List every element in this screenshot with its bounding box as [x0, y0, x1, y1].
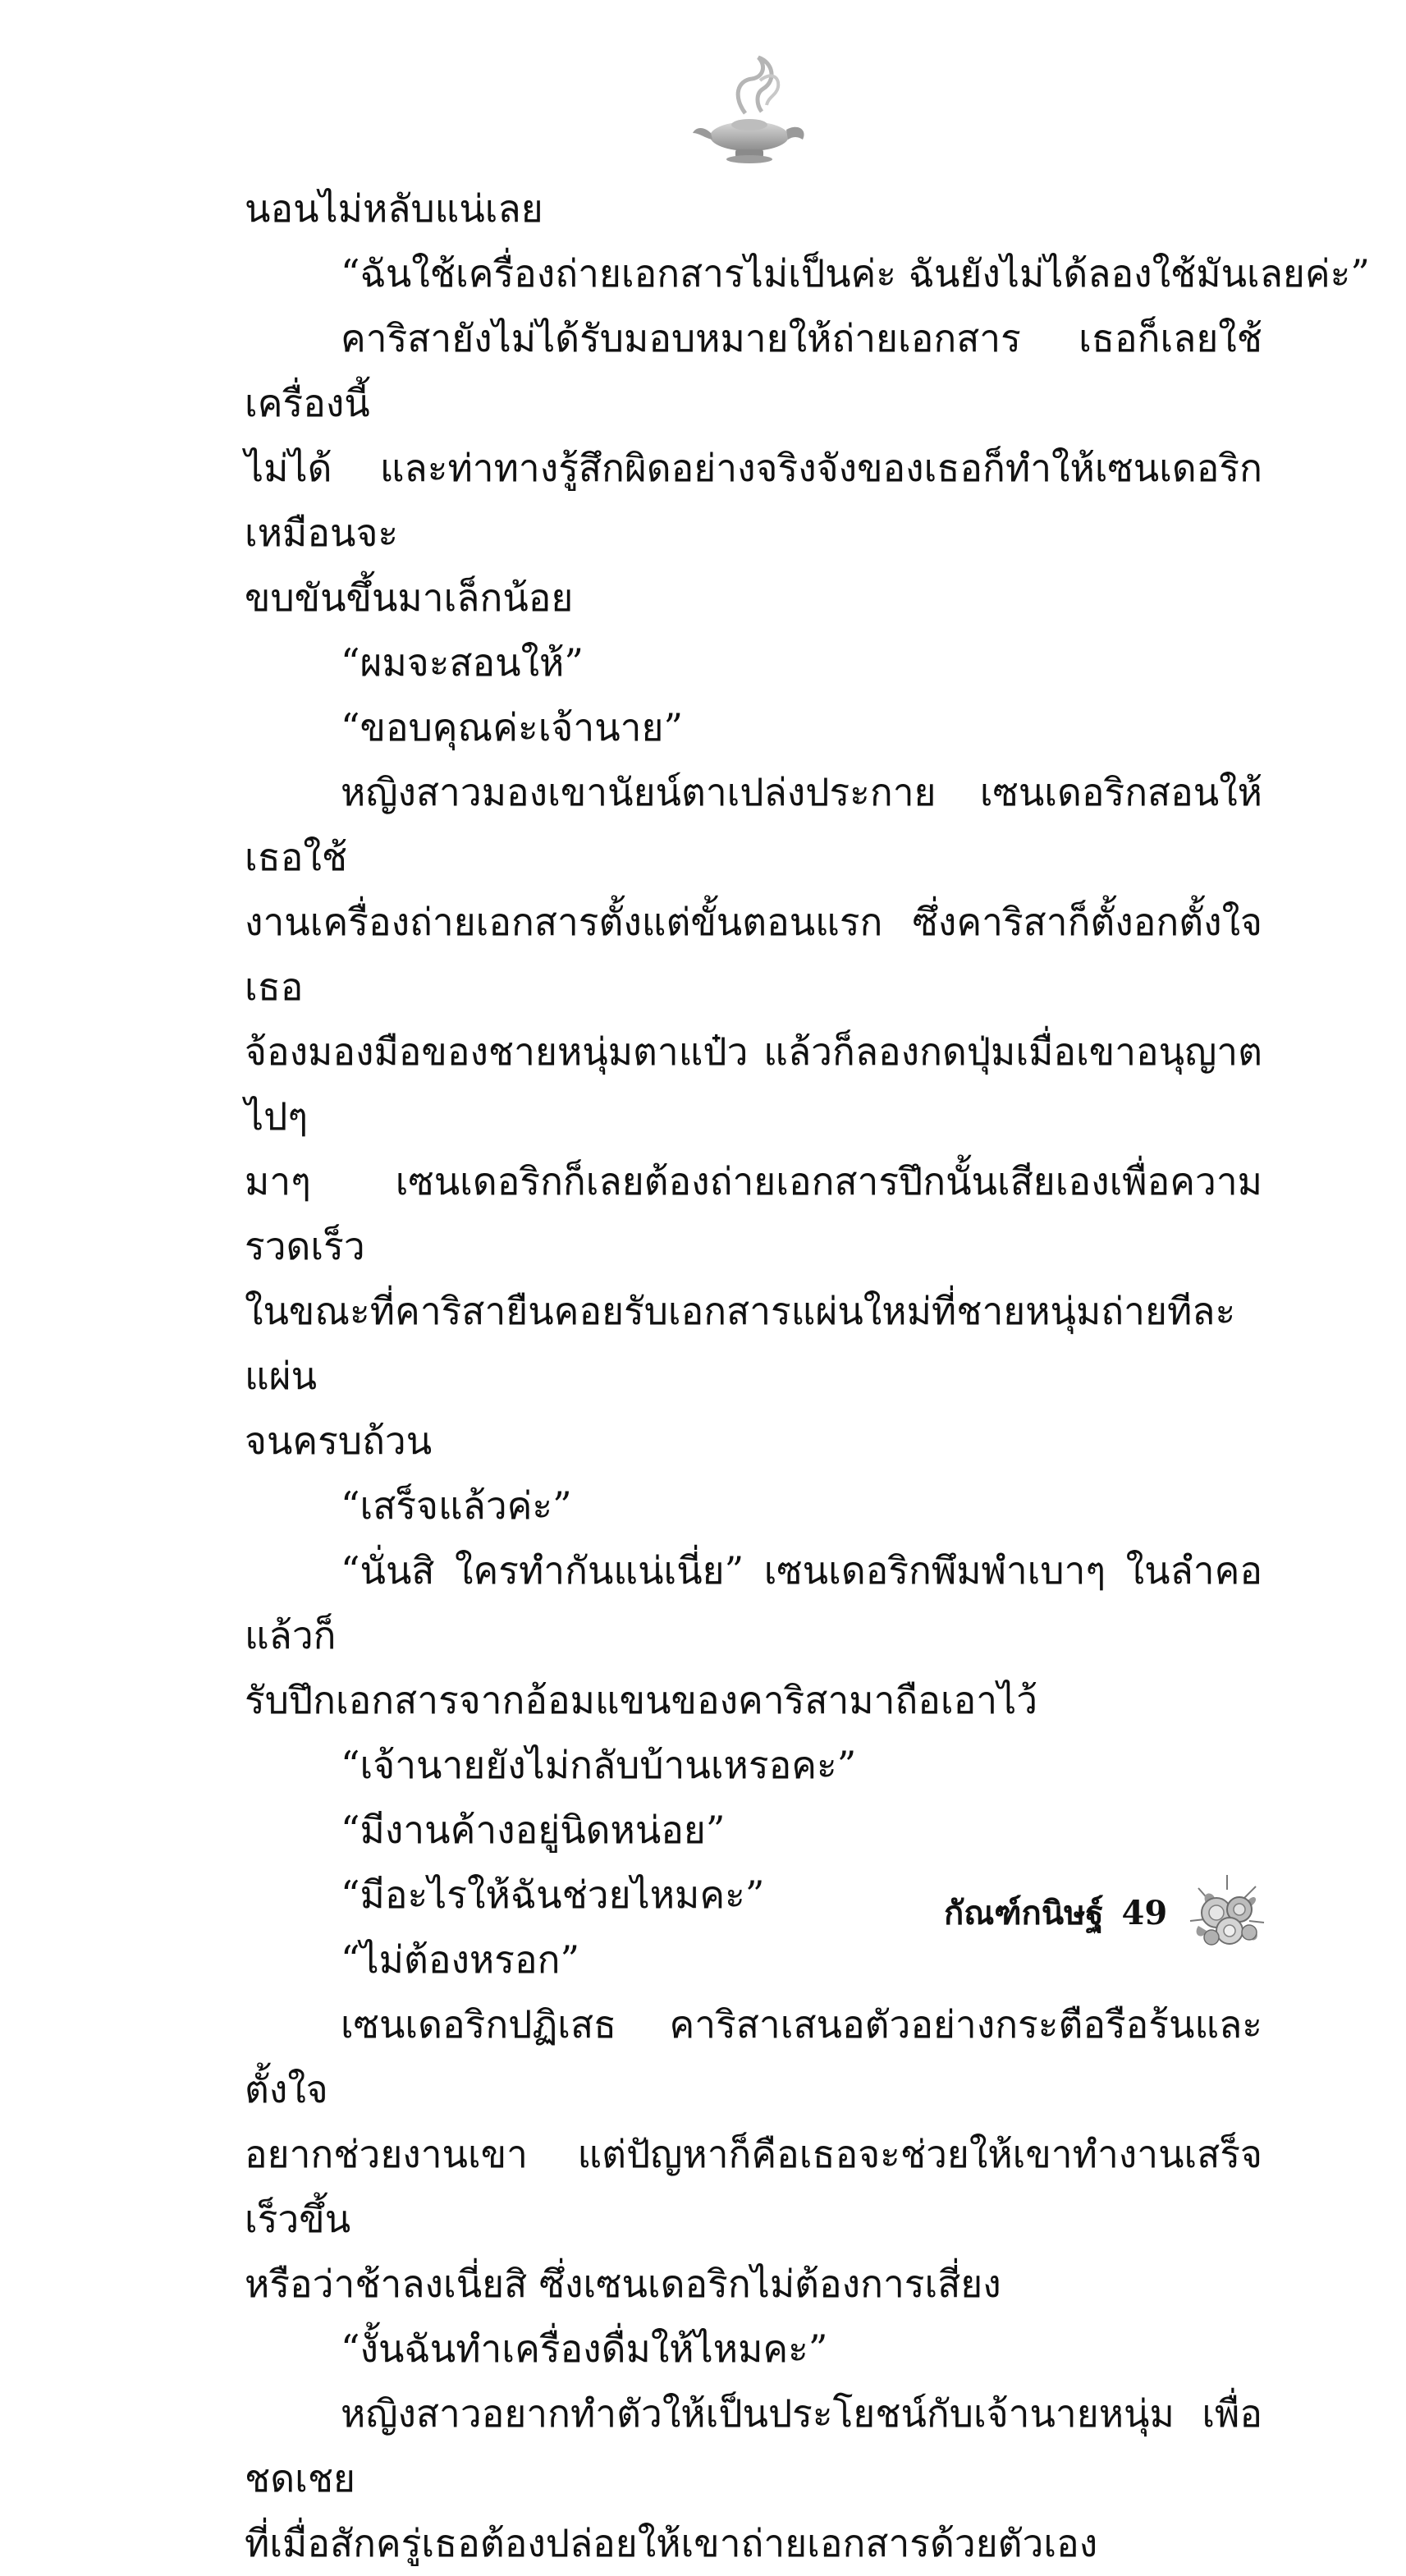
text-line: “นั่นสิ ใครทำกันแน่เนี่ย” เซนเดอริกพึมพำเบาๆ ในลำคอ แล้วก็: [245, 1548, 1262, 1657]
text-line: “ฉันใช้เครื่องถ่ายเอกสารไม่เป็นค่ะ ฉันยังไม่ได้ลองใช้มันเลยค่ะ”: [341, 251, 1370, 296]
text-line: งานเครื่องถ่ายเอกสารตั้งแต่ขั้นตอนแรก ซึ่งคาริสาก็ตั้งอกตั้งใจ เธอ: [245, 900, 1262, 1009]
text-line: ที่เมื่อสักครู่เธอต้องปล่อยให้เขาถ่ายเอกสารด้วยตัวเอง: [245, 2521, 1098, 2565]
text-line: ในขณะที่คาริสายืนคอยรับเอกสารแผ่นใหม่ที่ชายหนุ่มถ่ายทีละแผ่น: [245, 1289, 1236, 1398]
text-line: “มีอะไรให้ฉันช่วยไหมคะ”: [341, 1872, 765, 1917]
text-line: “ขอบคุณค่ะเจ้านาย”: [341, 705, 683, 749]
text-line: รับปึกเอกสารจากอ้อมแขนของคาริสามาถือเอาไว้: [245, 1678, 1038, 1722]
text-line: เซนเดอริกปฏิเสธ คาริสาเสนอตัวอย่างกระตือรือร้นและตั้งใจ: [245, 2002, 1262, 2111]
genie-lamp-icon: [688, 48, 811, 171]
text-line: “ไม่ต้องหรอก”: [341, 1937, 579, 1982]
body-text: [245, 176, 1370, 2576]
text-line: หญิงสาวอยากทำตัวให้เป็นประโยชน์กับเจ้านายหนุ่ม เพื่อชดเชย: [245, 2391, 1262, 2500]
page-number: 49: [1121, 1893, 1168, 1932]
text-line: นอนไม่หลับแน่เลย: [245, 186, 543, 231]
text-line: ขบขันขึ้นมาเล็กน้อย: [245, 575, 574, 620]
text-line: “มีงานค้างอยู่นิดหน่อย”: [341, 1808, 726, 1852]
text-line: “งั้นฉันทำเครื่องดื่มให้ไหมคะ”: [341, 2326, 828, 2371]
text-line: หรือว่าช้าลงเนี่ยสิ ซึ่งเซนเดอริกไม่ต้องการเสี่ยง: [245, 2262, 1001, 2306]
text-line: “ผมจะสอนให้”: [341, 640, 584, 685]
page-footer: [944, 1872, 1272, 1954]
text-line: จนครบถ้วน: [245, 1419, 433, 1463]
text-line: จ้องมองมือของชายหนุ่มตาแป๋ว แล้วก็ลองกดปุ่มเมื่อเขาอนุญาต ไปๆ: [245, 1029, 1262, 1139]
text-line: “เจ้านายยังไม่กลับบ้านเหรอคะ”: [341, 1743, 857, 1787]
text-line: ไม่ได้ และท่าทางรู้สึกผิดอย่างจริงจังของเธอก็ทำให้เซนเดอริกเหมือนจะ: [245, 446, 1262, 555]
flower-bouquet-icon: [1182, 1872, 1272, 1954]
text-line: หญิงสาวมองเขานัยน์ตาเปล่งประกาย เซนเดอริกสอนให้เธอใช้: [245, 770, 1262, 879]
footer-title: กัณฑ์กนิษฐ์: [944, 1895, 1104, 1932]
text-line: คาริสายังไม่ได้รับมอบหมายให้ถ่ายเอกสาร เธอก็เลยใช้เครื่องนี้: [245, 316, 1262, 425]
text-line: มาๆ เซนเดอริกก็เลยต้องถ่ายเอกสารปึกนั้นเสียเองเพื่อความรวดเร็ว: [245, 1159, 1262, 1268]
text-line: “เสร็จแล้วค่ะ”: [341, 1483, 572, 1528]
text-line: อยากช่วยงานเขา แต่ปัญหาก็คือเธอจะช่วยให้เขาทำงานเสร็จเร็วขึ้น: [245, 2132, 1262, 2241]
